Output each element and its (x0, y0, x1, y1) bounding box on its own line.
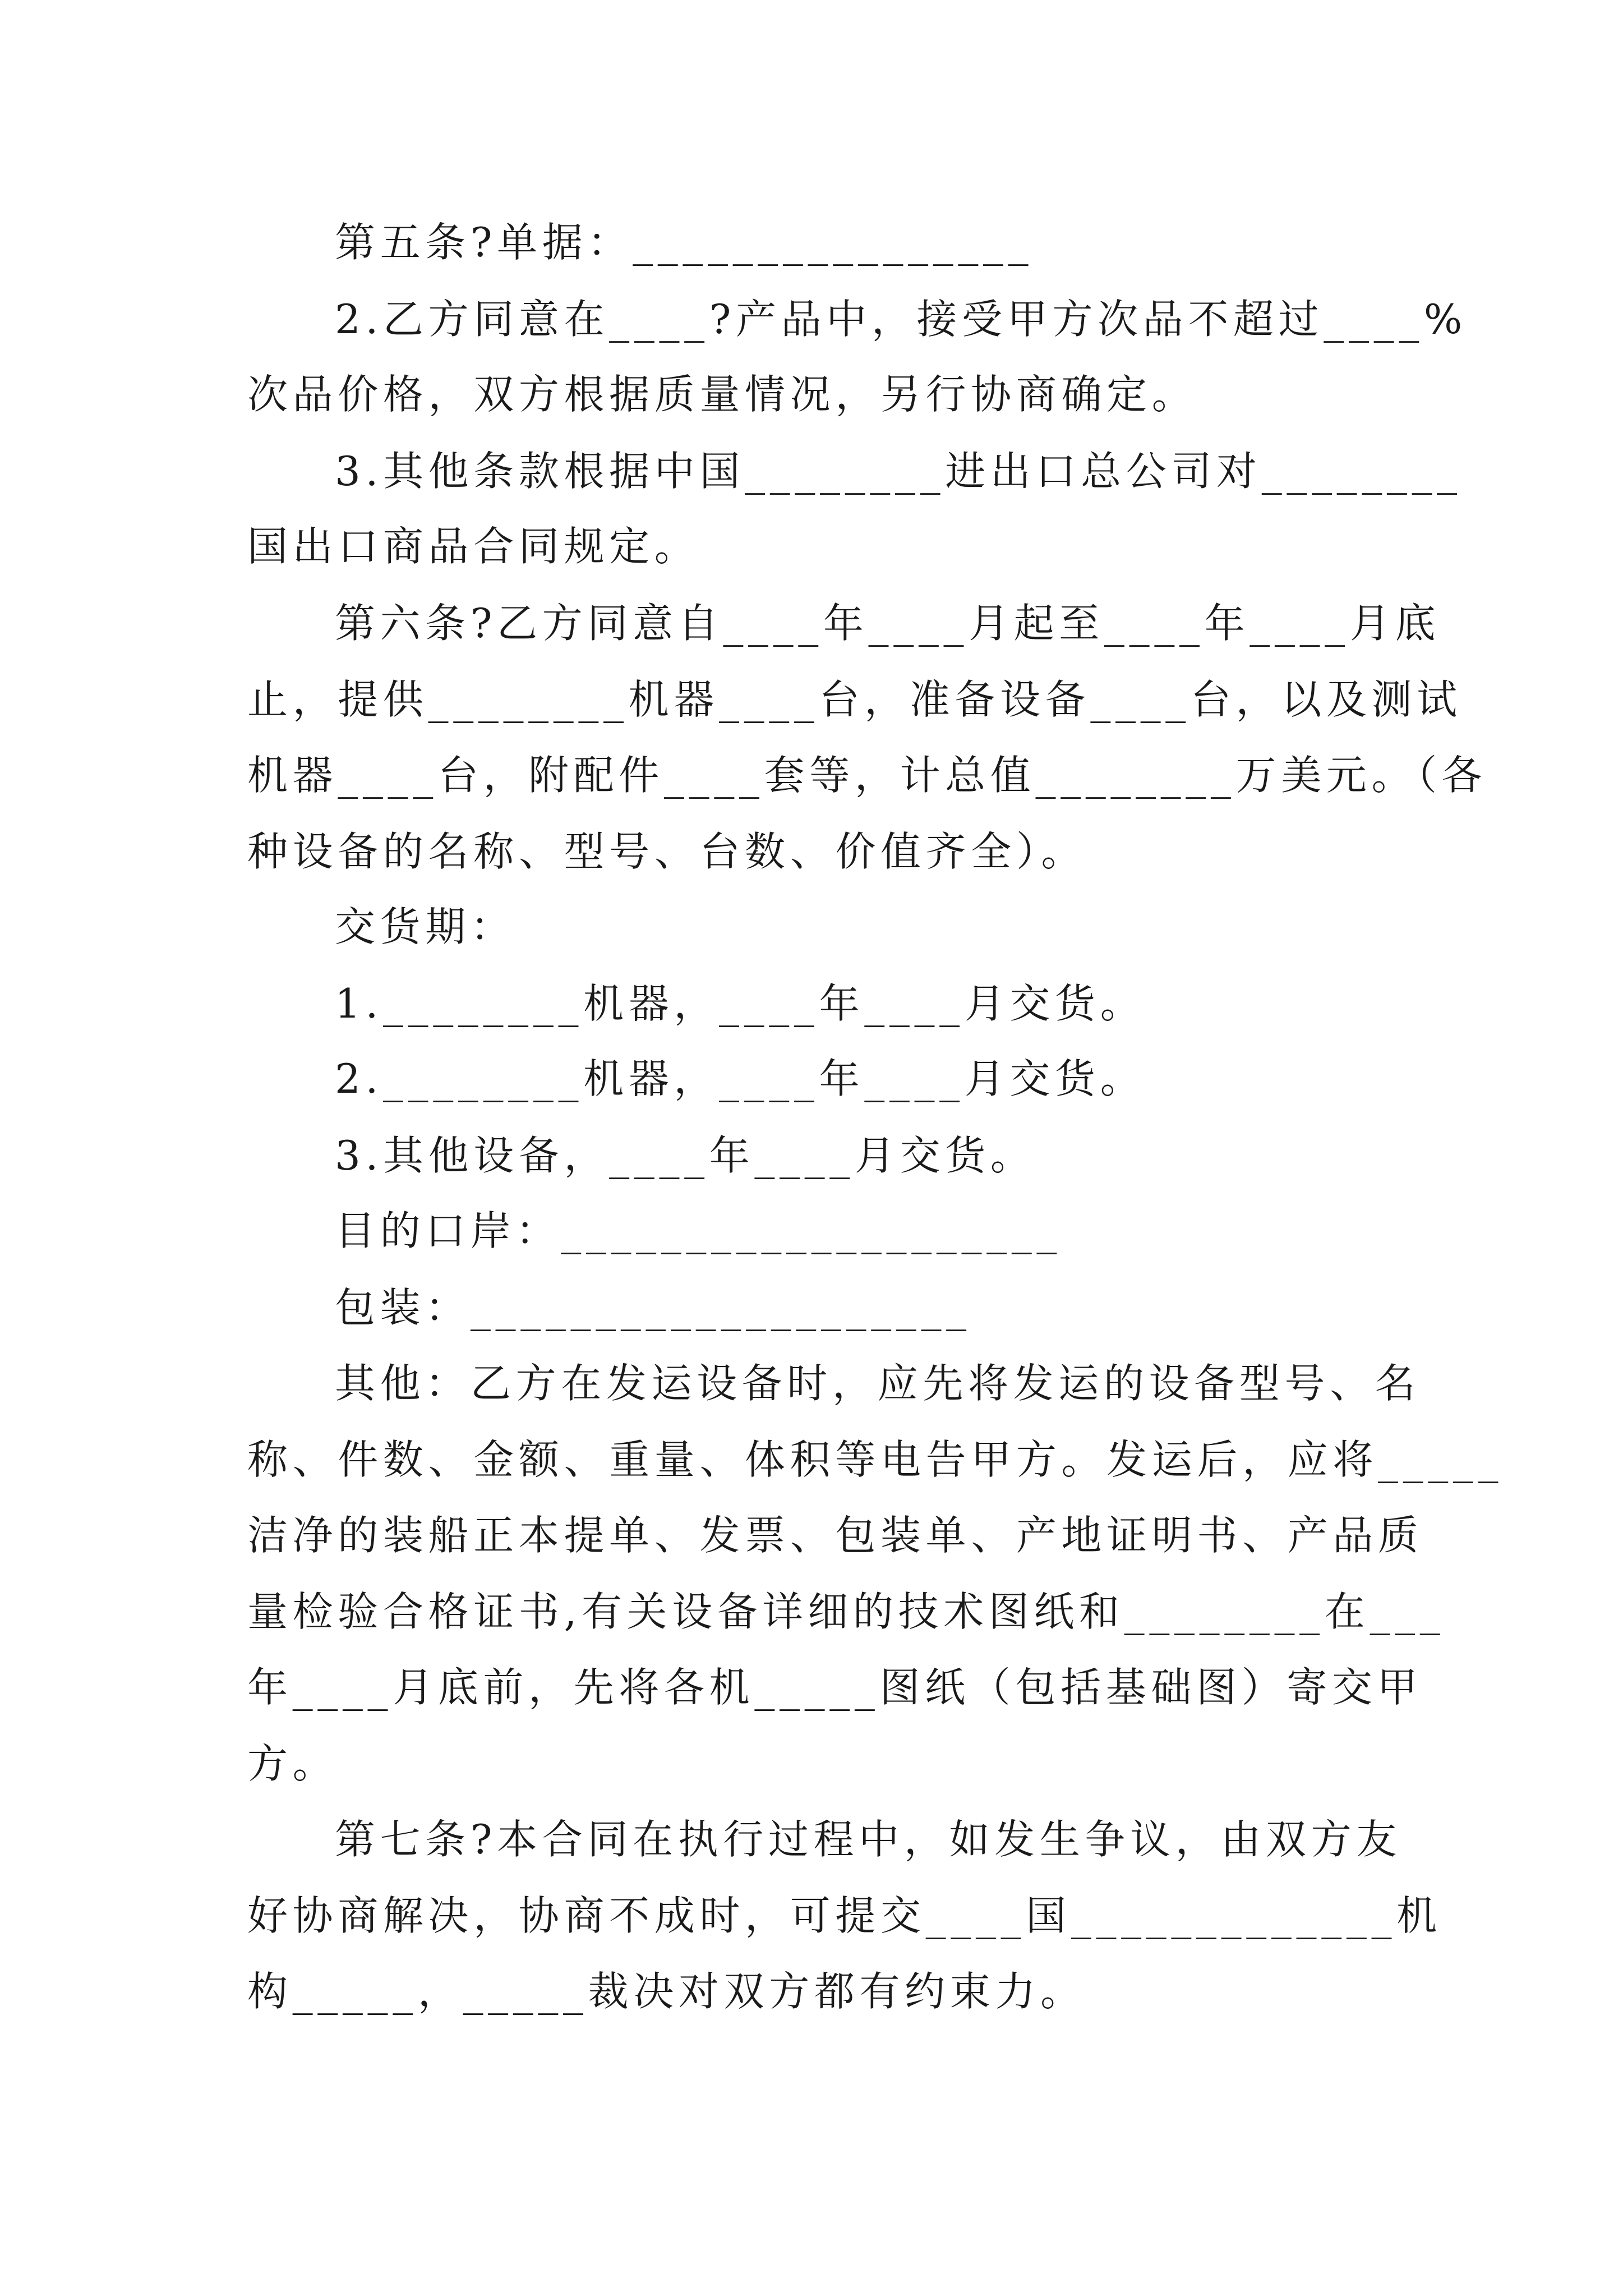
text-line: 2.________机器，____年____月交货。 (335, 1055, 1146, 1102)
text-line: 称、件数、金额、重量、体积等电告甲方。发运后，应将_____ (247, 1436, 1504, 1483)
text-line: 构_____，_____裁决对双方都有约束力。 (247, 1968, 1086, 2015)
text-line: 2.乙方同意在____?产品中，接受甲方次品不超过____% (335, 296, 1467, 343)
text-line: 方。 (247, 1740, 338, 1787)
text-line: 洁净的装船正本提单、发票、包装单、产地证明书、产品质 (247, 1512, 1423, 1559)
text-line: 3.其他条款根据中国________进出口总公司对________ (335, 448, 1462, 495)
text-line: 3.其他设备，____年____月交货。 (335, 1132, 1036, 1179)
text-line: 止，提供________机器____台，准备设备____台，以及测试 (247, 676, 1462, 723)
text-line: 包装：____________________ (335, 1284, 971, 1331)
text-line: 机器____台，附配件____套等，计总值________万美元。（各 (247, 752, 1487, 799)
text-line: 年____月底前，先将各机_____图纸（包括基础图）寄交甲 (247, 1664, 1423, 1711)
text-line: 1.________机器，____年____月交货。 (335, 980, 1146, 1027)
text-line: 其他：乙方在发运设备时，应先将发运的设备型号、名 (335, 1360, 1421, 1407)
text-line: 第六条?乙方同意自____年____月起至____年____月底 (335, 600, 1441, 647)
text-line: 目的口岸：____________________ (335, 1207, 1062, 1254)
text-line: 量检验合格证书,有关设备详细的技术图纸和________在___ (247, 1588, 1445, 1635)
text-line: 交货期： (335, 903, 516, 950)
text-line: 第七条?本合同在执行过程中，如发生争议，由双方友 (335, 1816, 1401, 1863)
text-line: 国出口商品合同规定。 (247, 523, 700, 570)
text-line: 第五条?单据：________________ (335, 219, 1034, 266)
text-line: 种设备的名称、型号、台数、价值齐全）。 (247, 828, 1087, 875)
text-line: 次品价格，双方根据质量情况，另行协商确定。 (247, 371, 1197, 418)
text-line: 好协商解决，协商不成时，可提交____国_____________机 (247, 1892, 1442, 1939)
